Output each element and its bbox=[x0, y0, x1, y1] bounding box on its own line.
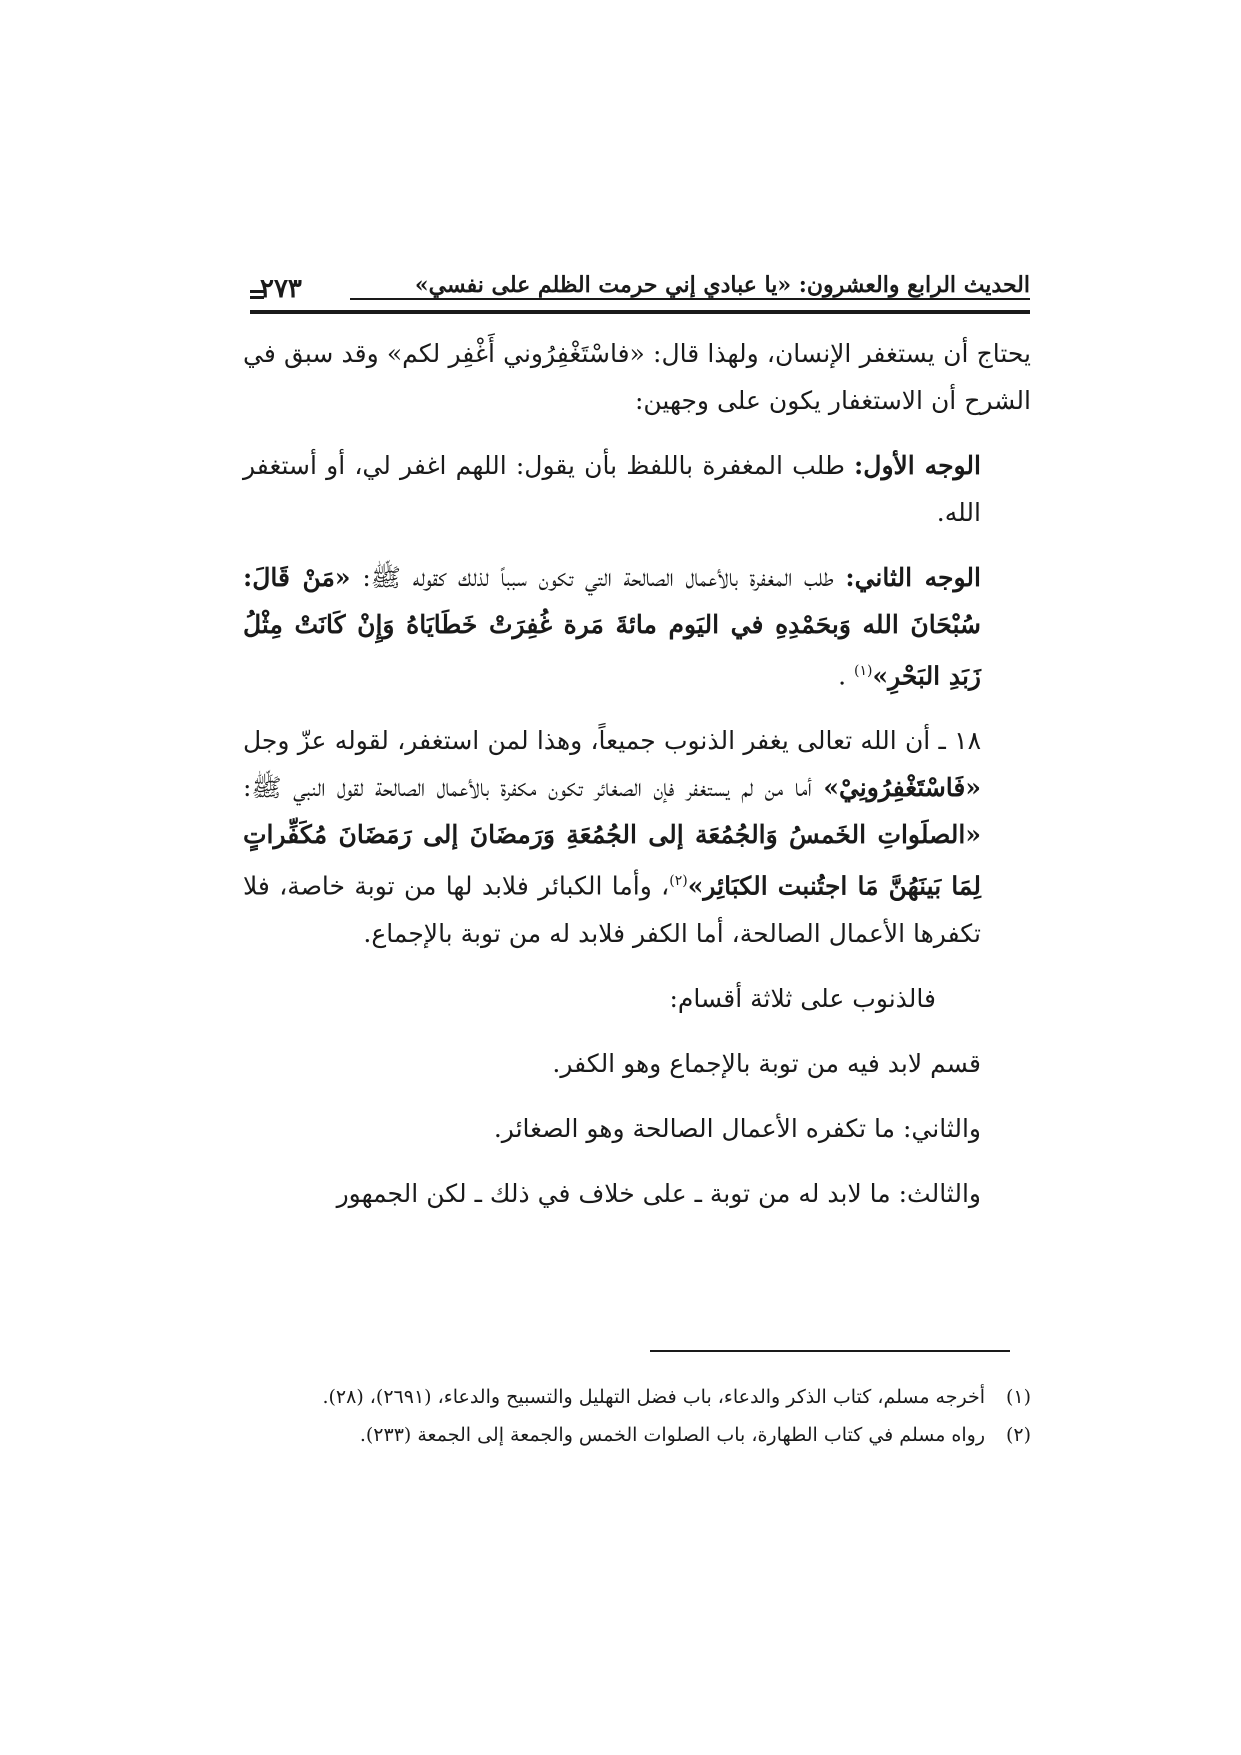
paragraph-category-2: والثاني: ما تكفره الأعمال الصالحة وهو الصغائر. bbox=[493, 1113, 981, 1143]
footnote-1 bbox=[243, 1380, 1031, 1414]
hadith-quote-1: «مَنْ قَالَ: سُبْحَانَ الله وَبحَمْدِهِ في اليَوم مائةَ مَرة غُفِرَتْ خَطَايَاهُ وَإِنْ كَانَتْ مِثْلُ زَبَدِ البَحْرِ» bbox=[243, 563, 981, 691]
paragraph-category-1: قسم لابد فيه من توبة بالإجماع وهو الكفر. bbox=[552, 1048, 981, 1078]
footnote-text: رواه مسلم في كتاب الطهارة، باب الصلوات الخمس والجمعة إلى الجمعة (٢٣٣). bbox=[359, 1424, 985, 1446]
paragraph-18-a: ١٨ ـ أن الله تعالى يغفر الذنوب جميعاً، وهذا لمن استغفر، لقوله عزّ وجل bbox=[243, 726, 981, 756]
second-aspect-text: طلب المغفرة بالأعمال الصالحة التي تكون سبباً لذلك كقوله ﷺ: bbox=[362, 563, 834, 592]
paragraph-category-3: والثالث: ما لابد له من توبة ـ على خلاف في ذلك ـ لكن الجمهور bbox=[336, 1178, 981, 1208]
second-aspect-end: . bbox=[838, 661, 847, 691]
footnote-ref-1: (١) bbox=[854, 663, 873, 679]
paragraph-18 bbox=[243, 717, 1031, 956]
paragraph-18-c: ، وأما الكبائر فلابد لها من توبة خاصة، فلا تكفرها الأعمال الصالحة، أما الكفر فلابد له من توبة بالإجماع. bbox=[243, 871, 981, 948]
footnote-number: (٢) bbox=[1005, 1424, 1031, 1446]
footnotes bbox=[243, 1380, 1031, 1456]
header-rule-thin bbox=[350, 298, 1030, 300]
paragraph-categories: فالذنوب على ثلاثة أقسام: bbox=[669, 983, 936, 1013]
paragraph-second-aspect bbox=[243, 554, 1031, 699]
first-aspect-label: الوجه الأول: bbox=[854, 451, 981, 480]
second-aspect-label: الوجه الثاني: bbox=[845, 563, 981, 592]
footnote-ref-2: (٢) bbox=[669, 873, 688, 890]
running-title: الحديث الرابع والعشرون: «يا عبادي إني حرمت الظلم على نفسي» bbox=[414, 272, 1030, 298]
page-header bbox=[250, 268, 1030, 316]
hadith-quote-2: «الصلَواتِ الخَمسُ وَالجُمُعَة إلى الجُمُعَةِ وَرَمضَانَ إلى رَمَضَانَ مُكَفِّراتٍ لِمَا بَينَهُنَّ مَا اجتُنبت الكبَائِر» bbox=[243, 820, 981, 901]
quran-quote: «فَاسْتَغْفِرُونِيْ» bbox=[823, 773, 981, 803]
footnote-separator bbox=[650, 1350, 1010, 1352]
footnote-2 bbox=[243, 1418, 1031, 1452]
header-rule bbox=[250, 310, 1030, 314]
paragraph-18-b: أما من لم يستغفر فإن الصغائر تكون مكفرة بالأعمال الصالحة لقول النبي ﷺ: bbox=[243, 773, 812, 803]
paragraph-1: يحتاج أن يستغفر الإنسان، ولهذا قال: «فاسْتَغْفِرُوني أَغْفِر لكم» وقد سبق في الشرح أن الاستغفار يكون على وجهين: bbox=[243, 339, 1031, 415]
footnote-text: أخرجه مسلم، كتاب الذكر والدعاء، باب فضل التهليل والتسبيح والدعاء، (٢٦٩١)، (٢٨). bbox=[322, 1386, 985, 1408]
main-text bbox=[243, 330, 1031, 1217]
paragraph-first-aspect bbox=[243, 442, 1031, 536]
footnote-number: (١) bbox=[1005, 1386, 1031, 1408]
first-aspect-text: طلب المغفرة باللفظ بأن يقول: اللهم اغفر لي، أو أستغفر الله. bbox=[243, 451, 981, 527]
page-number: ٢٧٣ bbox=[260, 274, 302, 304]
